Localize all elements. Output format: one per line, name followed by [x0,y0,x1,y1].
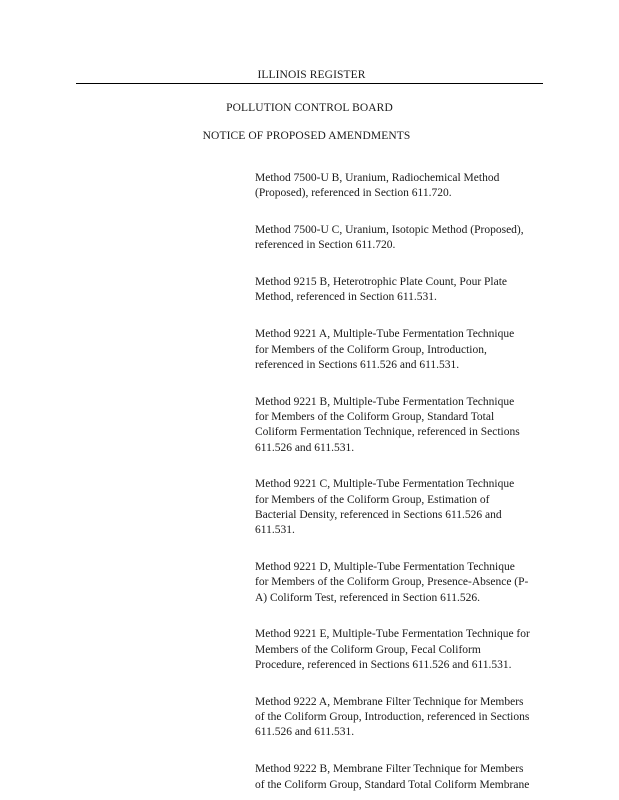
entry-line: for Members of the Coliform Group, Standard Total [255,410,495,423]
entry-line: of the Coliform Group, Standard Total Coliform Membrane [255,778,530,791]
entry-line: Method 9215 B, Heterotrophic Plate Count, Pour Plate [255,276,508,289]
entry-line: A) Coliform Test, referenced in Section 611.526. [255,591,480,604]
entry-line: (Proposed), referenced in Section 611.720. [255,187,452,200]
entry-line: Coliform Fermentation Technique, referenced in Sections [255,426,520,439]
entry-line: Method 9221 D, Multiple-Tube Fermentation Technique [255,561,515,574]
method-entry [255,477,547,538]
entry-line: for Members of the Coliform Group, Estimation of [255,493,490,506]
entry-line: Method 9222 B, Membrane Filter Technique for Members [255,763,524,776]
entry-line: Method 7500-U B, Uranium, Radiochemical Method [255,172,500,184]
method-list [255,171,547,793]
entry-line: Method 9221 A, Multiple-Tube Fermentation Technique [255,328,515,341]
entry-line: for Members of the Coliform Group, Presence-Absence (P- [255,576,529,589]
entry-line: Method 9221 C, Multiple-Tube Fermentation Technique [255,478,515,491]
method-entry [255,560,547,606]
entry-line: Method 7500-U C, Uranium, Isotopic Method (Proposed), [255,224,524,237]
entry-line: 611.531. [255,524,295,537]
method-entry [255,695,547,741]
register-title: ILLINOIS REGISTER [257,69,366,81]
method-entry [255,762,547,793]
method-entry [255,327,547,373]
entry-line: 611.526 and 611.531. [255,441,355,454]
entry-line: for Members of the Coliform Group, Introduction, [255,343,487,356]
entry-line: Method 9221 E, Multiple-Tube Fermentation Technique for [255,628,530,641]
entry-line: Method 9221 B, Multiple-Tube Fermentation Technique [255,395,515,408]
method-entry [255,223,547,254]
method-entry [255,275,547,306]
entry-line: referenced in Sections 611.526 and 611.531. [255,358,460,371]
entry-line: Method 9222 A, Membrane Filter Technique for Members [255,695,524,708]
entry-line: Method, referenced in Section 611.531. [255,291,437,304]
entry-line: Procedure, referenced in Sections 611.526 and 611.531. [255,659,512,672]
notice-title: NOTICE OF PROPOSED AMENDMENTS [202,130,411,142]
method-entry [255,171,547,202]
entry-line: of the Coliform Group, Introduction, referenced in Sections [255,711,530,724]
method-entry [255,627,547,673]
method-entry [255,395,547,456]
entry-line: referenced in Section 611.720. [255,239,396,252]
entry-line: Bacterial Density, referenced in Sections 611.526 and [255,508,502,521]
header-rule [76,83,543,84]
board-title: POLLUTION CONTROL BOARD [226,102,393,114]
entry-line: Members of the Coliform Group, Fecal Coliform [255,643,481,656]
entry-line: 611.526 and 611.531. [255,726,355,739]
